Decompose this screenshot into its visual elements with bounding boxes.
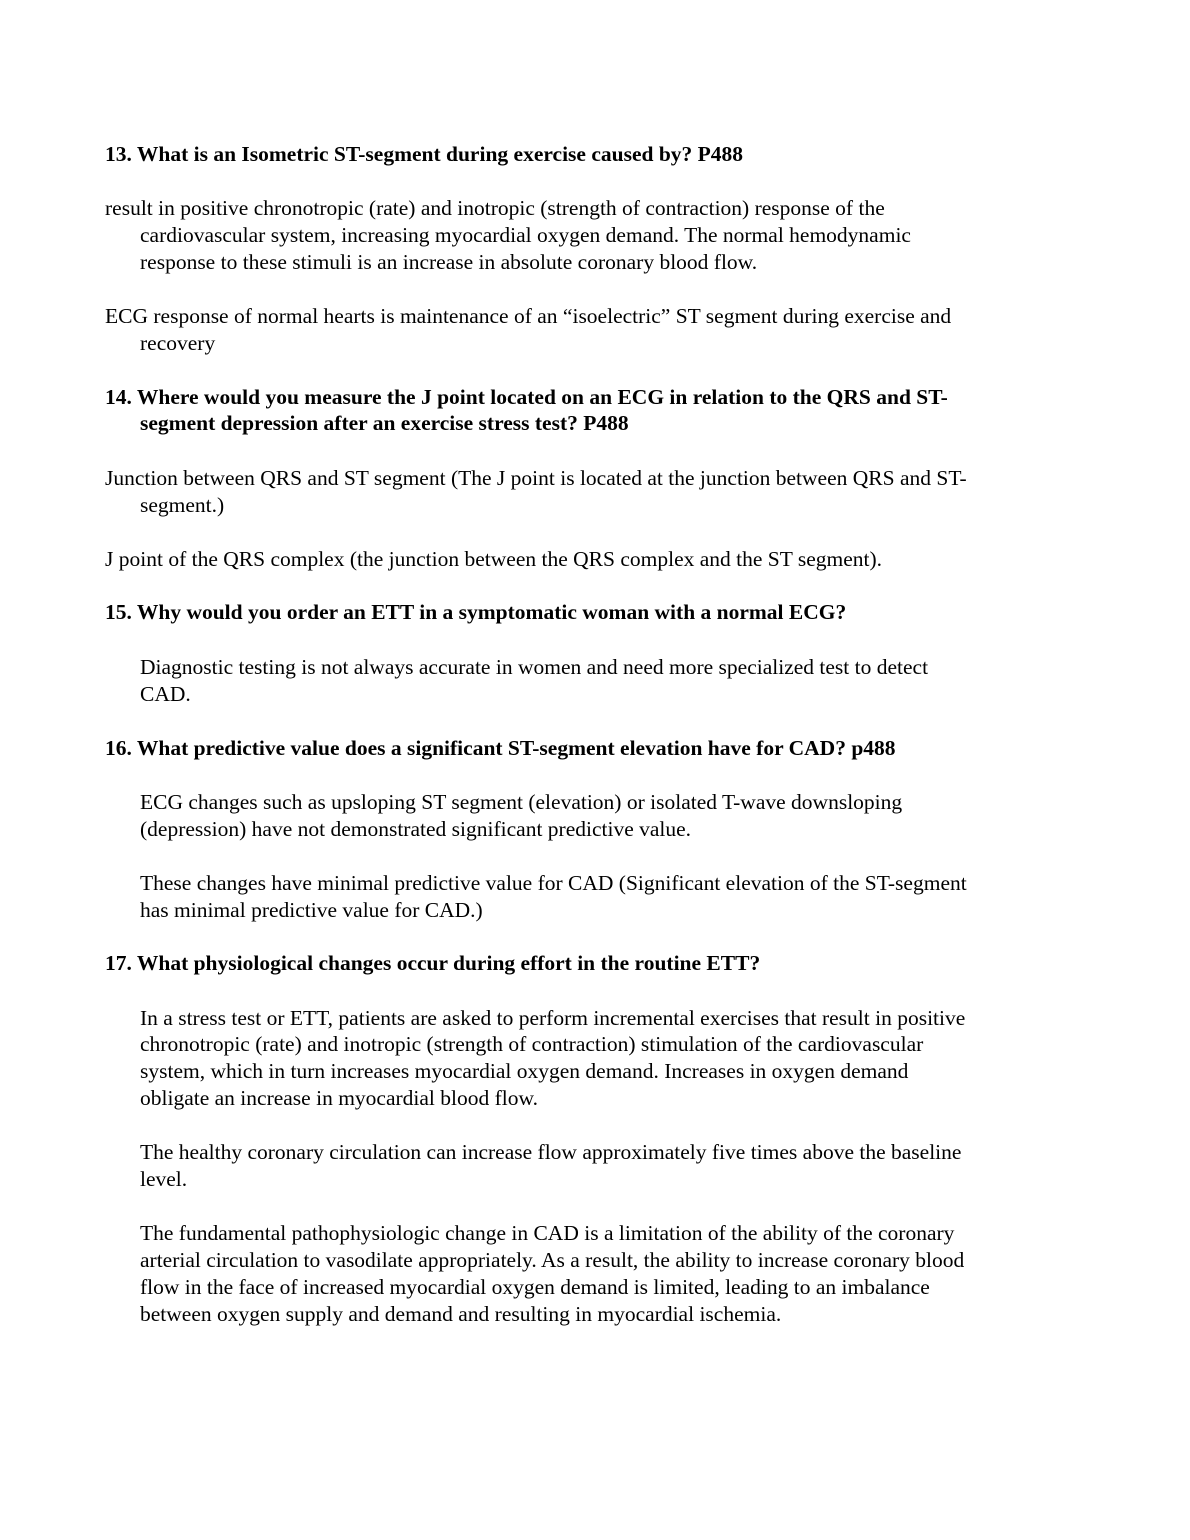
question-heading: segment depression after an exercise stress test? P488 [140,411,629,435]
answer-line: CAD. [140,682,191,706]
answer-line: The healthy coronary circulation can increase flow approximately five times above the baseline [140,1140,962,1164]
question-heading: 17. What physiological changes occur during effort in the routine ETT? [105,951,761,975]
answer-line: chronotropic (rate) and inotropic (strength of contraction) stimulation of the cardiovascular [140,1032,924,1056]
answer-line: (depression) have not demonstrated significant predictive value. [140,817,692,841]
question-heading: 15. Why would you order an ETT in a symptomatic woman with a normal ECG? [105,600,847,624]
answer-line: response to these stimuli is an increase in absolute coronary blood flow. [140,250,758,274]
answer-line: system, which in turn increases myocardial oxygen demand. Increases in oxygen demand [140,1059,909,1083]
question-heading: 13. What is an Isometric ST-segment during exercise caused by? P488 [105,142,744,166]
answer-line: ECG changes such as upsloping ST segment (elevation) or isolated T-wave downsloping [140,790,903,814]
answer-line: has minimal predictive value for CAD.) [140,898,483,922]
answer-line: flow in the face of increased myocardial oxygen demand is limited, leading to an imbalance [140,1275,930,1299]
answer-line: J point of the QRS complex (the junction between the QRS complex and the ST segment). [105,547,883,571]
answer-line: segment.) [140,493,225,517]
answer-line: recovery [140,331,216,355]
answer-line: cardiovascular system, increasing myocardial oxygen demand. The normal hemodynamic [140,223,911,247]
answer-line: Diagnostic testing is not always accurate in women and need more specialized test to detect [140,655,929,679]
answer-line: In a stress test or ETT, patients are asked to perform incremental exercises that result in positive [140,1006,966,1030]
question-heading: 14. Where would you measure the J point located on an ECG in relation to the QRS and ST- [105,385,948,409]
answer-line: The fundamental pathophysiologic change in CAD is a limitation of the ability of the coronary [140,1221,955,1245]
answer-line: These changes have minimal predictive value for CAD (Significant elevation of the ST-segment [140,871,967,895]
answer-line: arterial circulation to vasodilate appropriately. As a result, the ability to increase coronary blood [140,1248,965,1272]
answer-line: level. [140,1167,188,1191]
answer-line: between oxygen supply and demand and resulting in myocardial ischemia. [140,1302,782,1326]
answer-line: obligate an increase in myocardial blood flow. [140,1086,539,1110]
answer-line: result in positive chronotropic (rate) and inotropic (strength of contraction) response of the [105,196,885,220]
answer-line: ECG response of normal hearts is maintenance of an “isoelectric” ST segment during exercise and [105,304,952,328]
answer-line: Junction between QRS and ST segment (The J point is located at the junction between QRS and ST- [105,466,967,490]
question-heading: 16. What predictive value does a significant ST-segment elevation have for CAD? p488 [105,736,896,760]
